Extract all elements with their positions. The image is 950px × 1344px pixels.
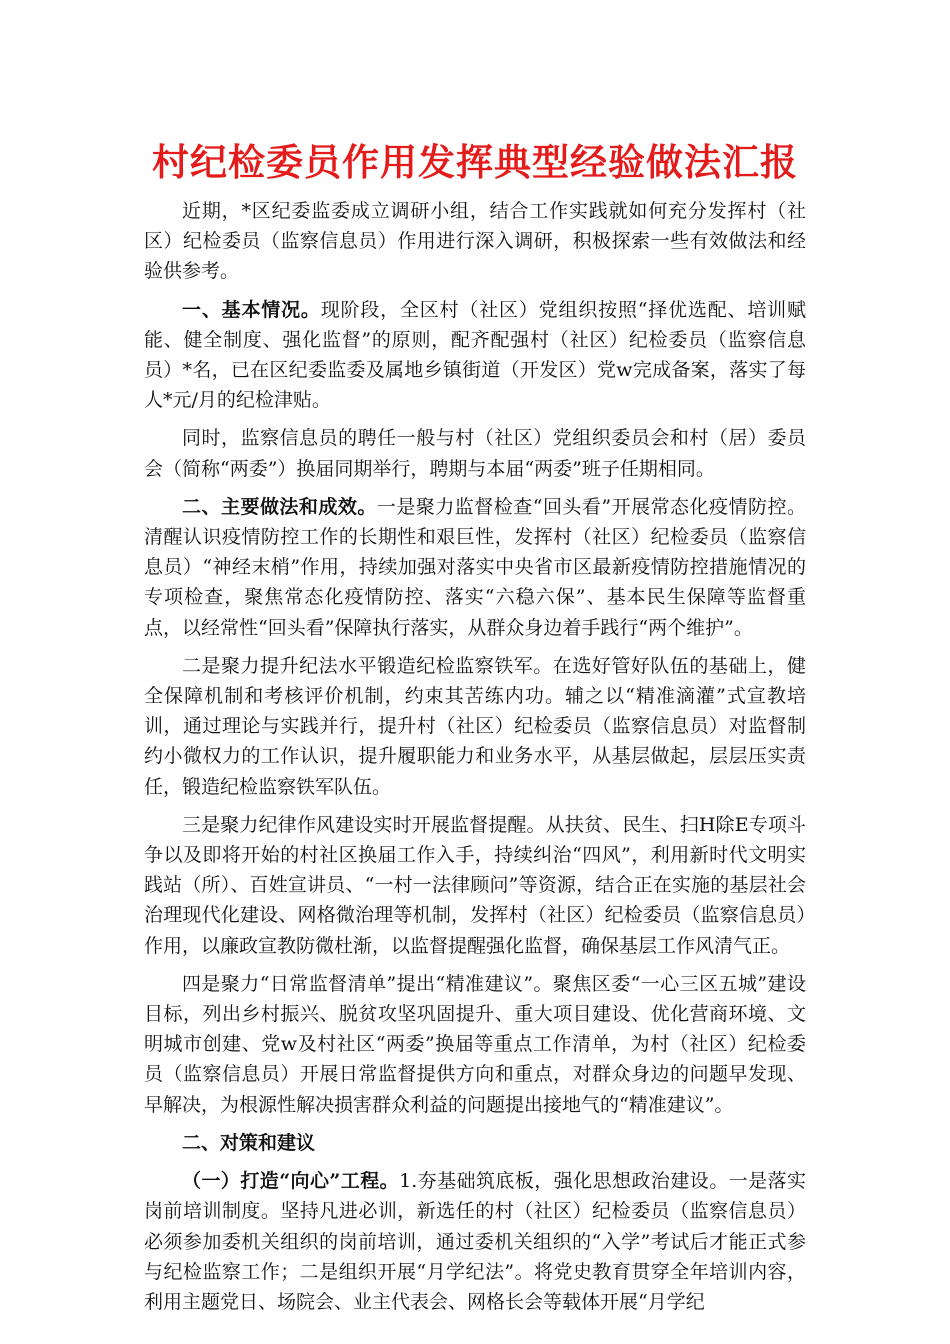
paragraph-basic-situation <box>144 295 806 416</box>
document-title: 村纪检委员作用发挥典型经验做法汇报 <box>152 140 798 184</box>
paragraph-text: 三是聚力纪律作风建设实时开展监督提醒。从扶贫、民生、扫H除E专项斗争以及即将开始的村社区换届工作入手，持续纠治“四风”，利用新时代文明实践站（所）、百姓宣讲员、“一村一法律顾问”等资源，结合正在实施的基层社会治理现代化建设、网格微治理等机制，发挥村（社区）纪检委员（监察信息员）作用，以廉政宣教防微杜渐，以监督提醒强化监督，确保基层工作风清气正。 <box>144 813 806 957</box>
paragraph-countermeasures-heading <box>144 1128 806 1158</box>
paragraph-appointment <box>144 423 806 483</box>
paragraph-practice-three <box>144 810 806 961</box>
paragraph-text: 二是聚力提升纪法水平锻造纪检监察铁军。在选好管好队伍的基础上，健全保障机制和考核评价机制，约束其苦练内功。辅之以“精准滴灌”式宣教培训，通过理论与实践并行，提升村（社区）纪检委员（监察信息员）对监督制约小微权力的工作认识，提升履职能力和业务水平，从基层做起，层层压实责任，锻造纪检监察铁军队伍。 <box>144 654 806 798</box>
paragraph-text: 一是聚力监督检查“回头看”开展常态化疫情防控。清醒认识疫情防控工作的长期性和艰巨性，发挥村（社区）纪检委员（监察信息员）“神经末梢”作用，持续加强对落实中央省市区最新疫情防控措施情况的专项检查，聚焦常态化疫情防控、落实“六稳六保”、基本民生保障等监督重点，以经常性“回头看”保障执行落实，从群众身边着手践行“两个维护”。 <box>144 495 806 639</box>
paragraph-project-one <box>144 1166 806 1317</box>
section-heading: 一、基本情况。 <box>182 298 321 321</box>
paragraph-text: 近期，*区纪委监委成立调研小组，结合工作实践就如何充分发挥村（社区）纪检委员（监察信息员）作用进行深入调研，积极探索一些有效做法和经验供参考。 <box>144 200 806 283</box>
section-heading: 二、主要做法和成效。 <box>182 495 377 518</box>
paragraph-text: 四是聚力“日常监督清单”提出“精准建议”。聚焦区委“一心三区五城”建设目标，列出乡村振兴、脱贫攻坚巩固提升、重大项目建设、优化营商环境、文明城市创建、党w及村社区“两委”换届等重点工作清单，为村（社区）纪检委员（监察信息员）开展日常监督提供方向和重点，对群众身边的问题早发现、早解决，为根源性解决损害群众利益的问题提出接地气的“精准建议”。 <box>144 972 806 1116</box>
paragraph-text: 1.夯基础筑底板，强化思想政治建设。一是落实岗前培训制度。坚持凡进必训，新选任的村（社区）纪检委员（监察信息员）必须参加委机关组织的岗前培训，通过委机关组织的“入学”考试后才能正式参与纪检监察工作；二是组织开展“月学纪法”。将党史教育贯穿全年培训内容，利用主题党日、场院会、业主代表会、网格长会等载体开展“月学纪 <box>144 1170 806 1313</box>
paragraph-practice-four <box>144 969 806 1120</box>
paragraph-text: 同时，监察信息员的聘任一般与村（社区）党组织委员会和村（居）委员会（简称“两委”）换届同期举行，聘期与本届“两委”班子任期相同。 <box>144 427 806 480</box>
paragraph-intro <box>144 196 806 287</box>
subsection-heading: （一）打造“向心”工程。 <box>182 1170 400 1193</box>
section-heading: 二、对策和建议 <box>182 1131 316 1154</box>
paragraph-text: 现阶段，全区村（社区）党组织按照“择优选配、培训赋能、健全制度、强化监督”的原则，配齐配强村（社区）纪检委员（监察信息员）*名，已在区纪委监委及属地乡镇街道（开发区）党w完成备案，落实了每人*元/月的纪检津贴。 <box>144 298 806 412</box>
paragraph-practice-two <box>144 651 806 802</box>
paragraph-main-practices <box>144 492 806 643</box>
document-body <box>144 196 806 1325</box>
